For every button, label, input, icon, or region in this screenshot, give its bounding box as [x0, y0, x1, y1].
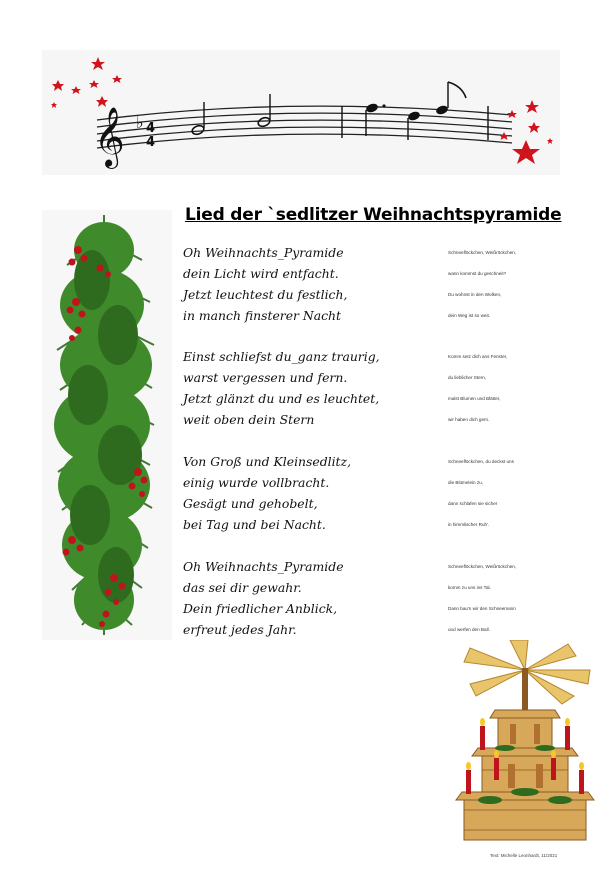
side-verse-2: [448, 346, 568, 430]
verse-line: warst vergessen und fern.: [183, 370, 348, 385]
song-title: Lied der `sedlitzer Weihnachtspyramide: [185, 205, 562, 225]
side-line: malst Blumen und Blätter,: [448, 396, 501, 401]
side-line: Schneeflöckchen, Weißröckchen,: [448, 564, 517, 569]
side-line: du lieblicher Stern,: [448, 375, 487, 380]
svg-text:𝄞: 𝄞: [94, 107, 125, 167]
side-line: dein Weg ist so weit.: [448, 313, 491, 318]
verse-line: erfreut jedes Jahr.: [183, 622, 297, 637]
svg-text:4: 4: [146, 121, 156, 136]
side-verse-3: [448, 451, 568, 535]
svg-text:4: 4: [146, 135, 156, 150]
side-line: Du wohnst in den Wolken,: [448, 292, 502, 297]
christmas-pyramid-image: [450, 640, 600, 850]
stanza-2: [183, 346, 443, 430]
verse-line: einig wurde vollbracht.: [183, 475, 330, 490]
verse-line: in manch finsterer Nacht: [183, 308, 342, 323]
verse-line: Einst schliefst du_ganz traurig,: [183, 349, 380, 364]
side-line: Schneeflöckchen, du deckst uns: [448, 459, 514, 464]
verse-line: weit oben dein Stern: [183, 412, 315, 427]
verse-line: Von Groß und Kleinsedlitz,: [183, 454, 352, 469]
side-line: Komm setz dich ans Fenster,: [448, 354, 508, 359]
verse-line: Gesägt und gehobelt,: [183, 496, 318, 511]
side-line: Dann bau'n wir den Schneemann: [448, 606, 516, 611]
verse-line: Oh Weihnachts_Pyramide: [183, 559, 344, 574]
side-line: die Blümelein zu,: [448, 480, 483, 485]
verse-line: Jetzt glänzt du und es leuchtet,: [183, 391, 380, 406]
stanza-4: [183, 556, 443, 640]
side-line: dann schlafen sie sicher: [448, 501, 498, 506]
stanza-1: [183, 242, 443, 326]
credit-text: Text: Michelle Leonhardt, 11/2021: [490, 853, 558, 858]
side-verse-4: [448, 556, 568, 640]
verse-line: Dein friedlicher Anblick,: [183, 601, 338, 616]
music-banner-image: [42, 50, 560, 175]
pine-garland-image: [42, 210, 172, 640]
side-line: und werfen den Ball.: [448, 627, 490, 632]
verse-line: Oh Weihnachts_Pyramide: [183, 245, 344, 260]
side-verse-1: [448, 242, 568, 326]
stanza-3: [183, 451, 443, 535]
side-line: wann kommst du geschneit?: [448, 271, 507, 276]
side-line: komm zu uns ins Tal.: [448, 585, 491, 590]
verse-line: bei Tag und bei Nacht.: [183, 517, 326, 532]
verse-line: Jetzt leuchtest du festlich,: [183, 287, 348, 302]
svg-text:♭: ♭: [136, 113, 144, 132]
verse-line: das sei dir gewahr.: [183, 580, 302, 595]
side-line: wir haben dich gern.: [448, 417, 490, 422]
verse-line: dein Licht wird entfacht.: [183, 266, 339, 281]
side-line: in himmlischer Ruh'.: [448, 522, 490, 527]
side-line: Schneeflöckchen, Weißröckchen,: [448, 250, 517, 255]
